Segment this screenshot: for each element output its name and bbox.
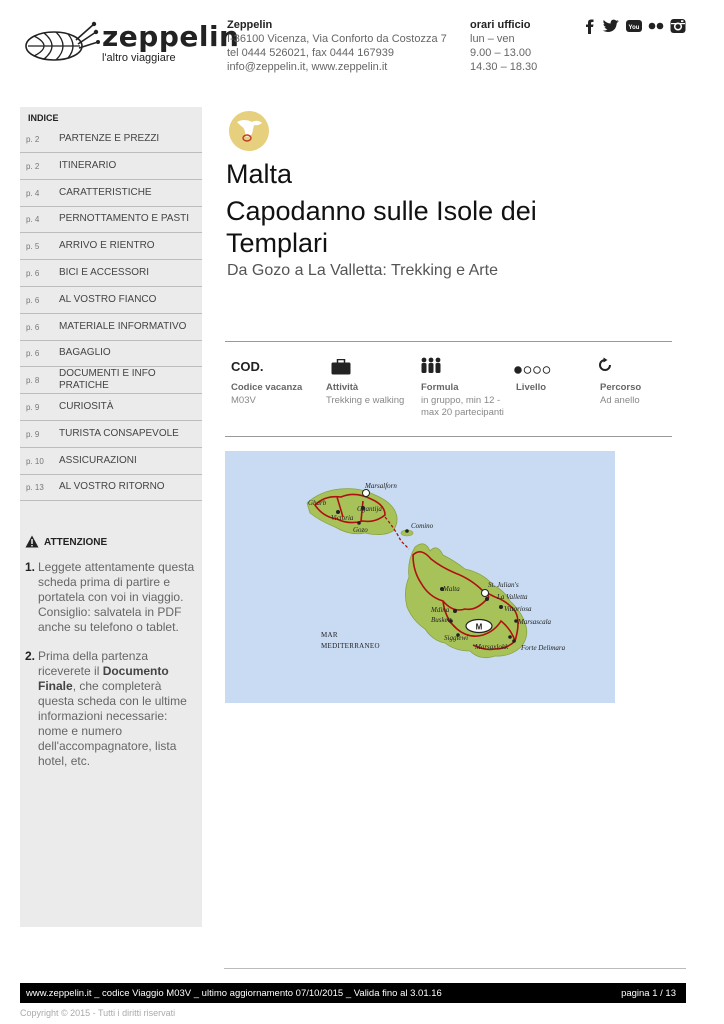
office-morning: 9.00 – 13.00: [470, 47, 532, 59]
index-item[interactable]: [20, 313, 202, 341]
index-item[interactable]: [20, 205, 202, 233]
footer-text: www.zeppelin.it _ codice Viaggio M03V _ ultimo aggiornamento 07/10/2015 _ Valida fino al 3.01.16: [26, 988, 442, 999]
index-item-label: ARRIVO E RIENTRO: [59, 240, 155, 252]
attention-item-text: Leggete attentamente questa scheda prima di partire e portatela con voi in viaggio. Consiglio: salvatela in PDF anche su telefono o tablet.: [38, 560, 195, 634]
group-icon: [420, 357, 442, 379]
place-label: Marsaxlokk: [475, 643, 509, 651]
sidebar: [20, 107, 202, 927]
index-item[interactable]: [20, 366, 202, 394]
attention-item-text: , che completerà questa scheda con le ultime informazioni necessarie: nome e numero dell'accompagnatore, lista hotel, etc.: [38, 679, 187, 768]
index-item[interactable]: [20, 339, 202, 367]
attention-item-number: 2.: [25, 649, 36, 663]
index-item-label: CURIOSITÀ: [59, 401, 114, 412]
info-activity-value: Trekking e walking: [326, 395, 405, 406]
briefcase-icon: [331, 359, 351, 380]
attention-item-number: 1.: [25, 560, 36, 574]
info-formula-value: in gruppo, min 12 - max 20 partecipanti: [421, 395, 504, 418]
index-item-page: p. 9: [26, 403, 40, 412]
route-map: [225, 451, 615, 703]
social-links: [584, 18, 686, 34]
place-label: Buskett: [431, 616, 452, 624]
level-dot-filled: [515, 367, 522, 374]
brand-name: zeppelin: [102, 20, 240, 53]
footer-bar: [20, 983, 686, 1003]
index-item-page: p. 5: [26, 242, 40, 252]
attention-item: [25, 649, 195, 769]
info-activity-label: Attività: [326, 382, 359, 393]
brand-logo[interactable]: [24, 18, 240, 68]
loop-route-icon: [597, 357, 613, 378]
info-formula-label: Formula: [421, 382, 459, 393]
place-label: Mdina: [431, 606, 450, 614]
index-title: INDICE: [28, 113, 59, 123]
map-svg: [225, 451, 615, 703]
index-item-page: p. 10: [26, 456, 44, 466]
index-item[interactable]: [20, 179, 202, 207]
info-formula: [421, 382, 513, 419]
info-code: [231, 382, 321, 407]
trip-title-line2: Capodanno sulle Isole dei Templari: [226, 196, 537, 258]
info-route: [600, 382, 680, 407]
youtube-icon[interactable]: [626, 18, 642, 34]
index-item[interactable]: [20, 232, 202, 260]
instagram-icon[interactable]: [670, 18, 686, 34]
place-label: St. Julian's: [488, 581, 519, 589]
index-item-page: p. 2: [26, 161, 40, 171]
level-dot-empty: [543, 367, 550, 374]
index-item-page: p. 4: [26, 215, 40, 225]
cod-label: COD.: [231, 359, 264, 374]
index-item[interactable]: [20, 125, 202, 153]
start-marker-label: M: [475, 622, 483, 632]
trip-subtitle: Da Gozo a La Valletta: Trekking e Arte: [227, 262, 498, 279]
index-item-page: p. 8: [26, 376, 40, 386]
flickr-icon[interactable]: [648, 18, 664, 34]
company-contacts: [227, 18, 447, 74]
twitter-icon[interactable]: [602, 18, 620, 34]
footer-divider: [224, 968, 686, 969]
place-label: Victoria: [331, 514, 354, 522]
office-days: lun – ven: [470, 33, 515, 45]
level-indicator: [514, 362, 554, 380]
office-hours-title: orari ufficio: [470, 19, 531, 31]
index-item[interactable]: [20, 286, 202, 314]
company-phone: tel 0444 526021, fax 0444 167939: [227, 47, 394, 59]
brand-tagline: l'altro viaggiare: [102, 52, 176, 64]
place-label: La Valletta: [497, 593, 528, 601]
index-item[interactable]: [20, 152, 202, 180]
index-item-label: PARTENZE E PREZZI: [59, 133, 160, 144]
place-label: Gozo: [353, 526, 368, 534]
info-level: [516, 382, 586, 395]
info-level-label: Livello: [516, 382, 547, 393]
index-item[interactable]: [20, 447, 202, 475]
index-item[interactable]: [20, 259, 202, 287]
place-label: Forte Delimara: [521, 644, 566, 652]
zeppelin-airship-icon: [24, 20, 100, 66]
index-item-page: p. 4: [26, 188, 40, 198]
divider-bottom: [225, 436, 672, 437]
place-label: Siggiewi: [444, 634, 469, 642]
info-route-label: Percorso: [600, 382, 642, 393]
facebook-icon[interactable]: [584, 18, 596, 34]
attention-title: ATTENZIONE: [44, 537, 108, 548]
index-item-label: BICI E ACCESSORI: [59, 267, 150, 278]
place-label: Ggantija: [357, 505, 382, 513]
start-marker: [466, 620, 492, 633]
info-activity: [326, 382, 416, 407]
index-item-page: p. 13: [26, 483, 44, 493]
level-dot-empty: [524, 367, 531, 374]
warning-icon: [25, 535, 39, 553]
attention-item-highlight: Documento Finale: [38, 664, 169, 693]
index-item-label: BAGAGLIO: [59, 347, 111, 359]
info-code-label: Codice vacanza: [231, 382, 303, 393]
svg-text:You: You: [628, 25, 640, 31]
info-code-value: M03V: [231, 395, 256, 406]
index-item-page: p. 6: [26, 269, 40, 278]
index-item-label: AL VOSTRO FIANCO: [59, 293, 157, 305]
index-item-page: p. 6: [26, 349, 40, 359]
office-afternoon: 14.30 – 18.30: [470, 61, 538, 73]
sea-label: MEDITERRANEO: [321, 642, 380, 650]
trip-title-line1: Malta: [226, 159, 293, 189]
level-dot-empty: [534, 367, 541, 374]
attention-item-text: Prima della partenza riceverete il: [38, 649, 149, 678]
index-item-label: ASSICURAZIONI: [59, 454, 137, 466]
company-address: I-36100 Vicenza, Via Conforto da Costozza 7: [227, 33, 447, 45]
index-item-label: MATERIALE INFORMATIVO: [59, 320, 187, 332]
company-web[interactable]: info@zeppelin.it, www.zeppelin.it: [227, 61, 388, 73]
index-item-label: PERNOTTAMENTO E PASTI: [59, 213, 190, 225]
index-item-page: p. 2: [26, 135, 40, 144]
place-label: Malta: [443, 585, 460, 593]
place-label: Vittoriosa: [504, 605, 532, 613]
index-item[interactable]: [20, 473, 202, 501]
index-item-label: DOCUMENTI E INFO PRATICHE: [59, 368, 156, 392]
index-item-label: CARATTERISTICHE: [59, 186, 152, 198]
index-item[interactable]: [20, 393, 202, 421]
index-item[interactable]: [20, 420, 202, 448]
office-hours: [470, 18, 537, 74]
place-label: Marsascala: [518, 618, 552, 626]
company-name: Zeppelin: [227, 19, 273, 31]
footer-page-number: pagina 1 / 13: [621, 988, 676, 999]
attention-item: [25, 560, 195, 635]
index-item-label: AL VOSTRO RITORNO: [59, 481, 165, 493]
index-item-page: p. 6: [26, 322, 40, 332]
place-label: Comino: [411, 522, 434, 530]
index-item-page: p. 6: [26, 295, 40, 305]
index-item-label: ITINERARIO: [59, 159, 117, 171]
place-label: Marsalforn: [365, 482, 397, 490]
location-badge-icon: [228, 110, 270, 157]
place-label: Gharb: [308, 499, 327, 507]
divider-top: [225, 341, 672, 342]
attention-list: [25, 560, 195, 783]
sea-label: MAR: [321, 631, 338, 639]
copyright: Copyright © 2015 - Tutti i diritti riservati: [20, 1008, 176, 1018]
index-item-page: p. 9: [26, 429, 40, 439]
info-route-value: Ad anello: [600, 395, 640, 406]
index-item-label: TURISTA CONSAPEVOLE: [59, 427, 179, 439]
